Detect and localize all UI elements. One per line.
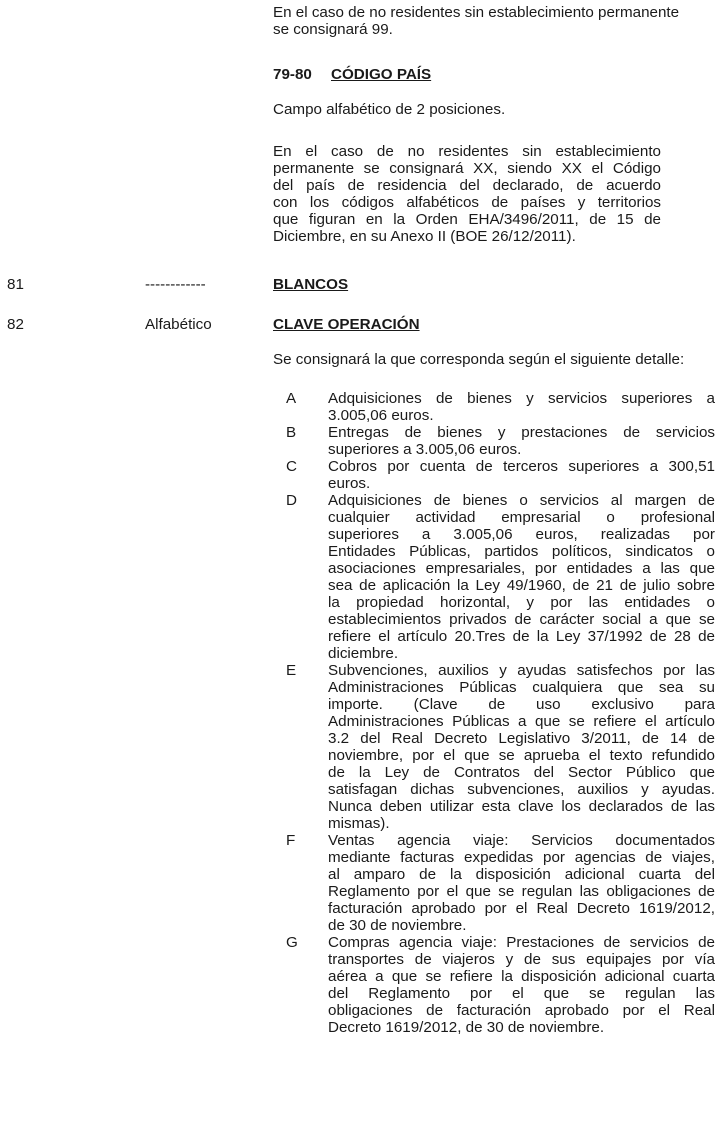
operation-key-letter: F bbox=[286, 832, 296, 849]
operation-key-description bbox=[328, 662, 715, 832]
description-line: Nunca deben utilizar esta clave los declarados de las bbox=[328, 798, 715, 815]
operation-key-letter: A bbox=[286, 390, 297, 407]
description-line: superiores a 3.005,06 euros, realizadas por bbox=[328, 526, 715, 543]
operation-key-letter: E bbox=[286, 662, 297, 679]
description-line: Administraciones Públicas a que se refiere el artículo bbox=[328, 713, 715, 730]
description-line: euros. bbox=[328, 475, 371, 492]
description-line: de la Ley de Contratos del Sector Público que bbox=[328, 764, 715, 781]
field-81-type: ------------ bbox=[145, 276, 206, 293]
note-line: En el caso de no residentes sin establecimiento bbox=[273, 143, 661, 160]
description-line: aérea a que se refiere la disposición adicional cuarta bbox=[328, 968, 715, 985]
description-line: del Reglamento por el que se regulan las bbox=[328, 985, 715, 1002]
field-82-intro: Se consignará la que corresponda según el siguiente detalle: bbox=[273, 351, 685, 368]
description-line: la propiedad horizontal, y por las entidades o bbox=[328, 594, 715, 611]
operation-key-description bbox=[328, 832, 715, 934]
field-79-80-desc: Campo alfabético de 2 posiciones. bbox=[273, 101, 506, 118]
field-82-type: Alfabético bbox=[145, 316, 212, 333]
description-line: importe. (Clave de uso exclusivo para bbox=[328, 696, 715, 713]
description-line: 3.005,06 euros. bbox=[328, 407, 434, 424]
field-79-80-note bbox=[273, 143, 661, 245]
description-line: Compras agencia viaje: Prestaciones de servicios de bbox=[328, 934, 715, 951]
description-line: Entidades Públicas, partidos políticos, sindicatos o bbox=[328, 543, 715, 560]
field-79-80-number: 79-80 bbox=[273, 66, 312, 83]
description-line: Subvenciones, auxilios y ayudas satisfechos por las bbox=[328, 662, 715, 679]
operation-key-description bbox=[328, 424, 715, 458]
description-line: Adquisiciones de bienes o servicios al margen de bbox=[328, 492, 715, 509]
description-line: superiores a 3.005,06 euros. bbox=[328, 441, 522, 458]
description-line: de 30 de noviembre. bbox=[328, 917, 467, 934]
description-line: obligaciones de facturación aprobado por el Real bbox=[328, 1002, 715, 1019]
operation-key-description bbox=[328, 390, 715, 424]
description-line: Entregas de bienes y prestaciones de servicios bbox=[328, 424, 715, 441]
operation-key-letter: G bbox=[286, 934, 298, 951]
operation-key-description bbox=[328, 458, 715, 492]
note-line: con los códigos alfabéticos de países y territorios bbox=[273, 194, 661, 211]
description-line: asociaciones empresariales, por entidades a las que bbox=[328, 560, 715, 577]
description-line: cualquier actividad empresarial o profesional bbox=[328, 509, 715, 526]
description-line: facturación aprobado por el Real Decreto 1619/2012, bbox=[328, 900, 715, 917]
description-line: mismas). bbox=[328, 815, 390, 832]
description-line: noviembre, por el que se aprueba el texto refundido bbox=[328, 747, 715, 764]
operation-key-description bbox=[328, 492, 715, 662]
description-line: mediante facturas expedidas por agencias de viajes, bbox=[328, 849, 715, 866]
description-line: transportes de viajeros y de sus equipajes por vía bbox=[328, 951, 715, 968]
description-line: refiere el artículo 20.Tres de la Ley 37/1992 de 28 de bbox=[328, 628, 715, 645]
description-line: establecimientos privados de carácter social a que se bbox=[328, 611, 715, 628]
field-82-title: CLAVE OPERACIÓN bbox=[273, 316, 420, 333]
note-line: permanente se consignará XX, siendo XX el Código bbox=[273, 160, 661, 177]
note-line: del país de residencia del declarado, de acuerdo bbox=[273, 177, 661, 194]
intro-line: se consignará 99. bbox=[273, 21, 393, 38]
operation-key-description bbox=[328, 934, 715, 1036]
operation-key-letter: B bbox=[286, 424, 297, 441]
field-81-position: 81 bbox=[7, 276, 24, 293]
description-line: Decreto 1619/2012, de 30 de noviembre. bbox=[328, 1019, 605, 1036]
description-line: al amparo de la disposición adicional cuarta del bbox=[328, 866, 715, 883]
field-81-title: BLANCOS bbox=[273, 276, 349, 293]
note-line: que figuran en la Orden EHA/3496/2011, de 15 de bbox=[273, 211, 661, 228]
field-79-80-title: CÓDIGO PAÍS bbox=[331, 66, 432, 83]
description-line: Adquisiciones de bienes y servicios superiores a bbox=[328, 390, 715, 407]
description-line: diciembre. bbox=[328, 645, 399, 662]
operation-key-letter: C bbox=[286, 458, 297, 475]
field-82-position: 82 bbox=[7, 316, 24, 333]
description-line: Ventas agencia viaje: Servicios documentados bbox=[328, 832, 715, 849]
description-line: Reglamento por el que se regulan las obligaciones de bbox=[328, 883, 715, 900]
intro-line: En el caso de no residentes sin establecimiento permanente bbox=[273, 4, 680, 21]
intro-paragraph bbox=[273, 4, 680, 38]
description-line: sea de aplicación la Ley 49/1960, de 21 de julio sobre bbox=[328, 577, 715, 594]
description-line: 3.2 del Real Decreto Legislativo 3/2011, de 14 de bbox=[328, 730, 715, 747]
description-line: satisfagan dichas subvenciones, auxilios y ayudas. bbox=[328, 781, 715, 798]
description-line: Administraciones Públicas cualquiera que sea su bbox=[328, 679, 715, 696]
description-line: Cobros por cuenta de terceros superiores a 300,51 bbox=[328, 458, 715, 475]
note-line: Diciembre, en su Anexo II (BOE 26/12/2011). bbox=[273, 228, 576, 245]
operation-key-letter: D bbox=[286, 492, 297, 509]
